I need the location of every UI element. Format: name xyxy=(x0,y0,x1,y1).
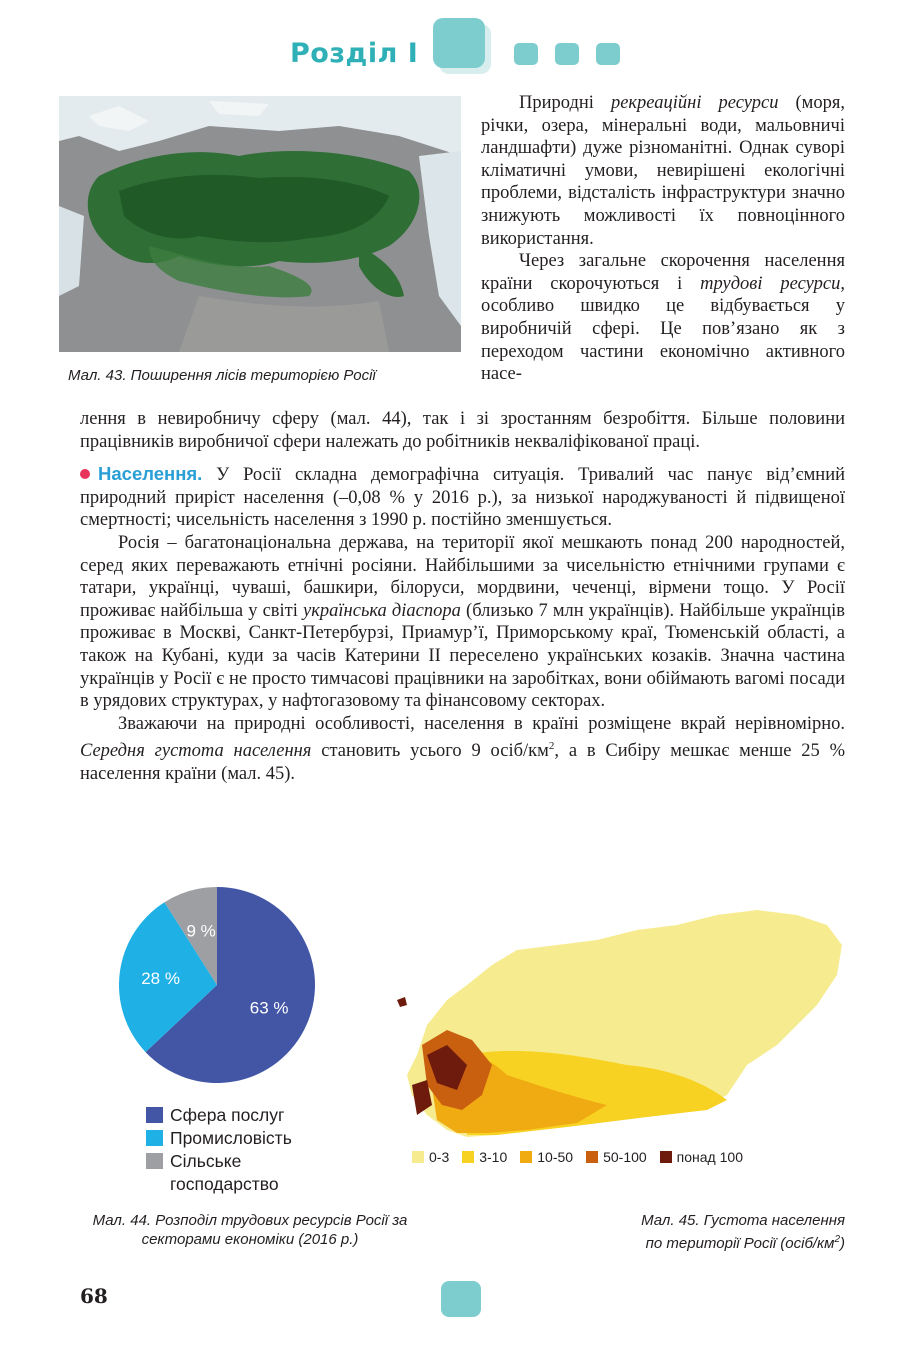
fig43-caption: Мал. 43. Поширення лісів територією Росії xyxy=(68,367,376,384)
header-decor-dot xyxy=(514,43,538,65)
pie-legend-item xyxy=(146,1127,292,1150)
density-legend-item xyxy=(462,1149,507,1165)
forest-map-image xyxy=(59,96,461,352)
density-map-image xyxy=(397,905,847,1145)
paragraph-density xyxy=(80,713,845,786)
full-width-text xyxy=(80,408,845,786)
text-run: по території Росії (осіб/км xyxy=(645,1235,835,1252)
fig45-caption-line: Мал. 45. Густота населення xyxy=(641,1212,845,1229)
superscript: 2 xyxy=(834,1234,840,1245)
density-legend-label: понад 100 xyxy=(676,1149,743,1165)
paragraph-nationalities xyxy=(80,532,845,713)
text-run: Зважаючи на природні особливості, населення в країні розміщене вкрай нерівномірно. xyxy=(118,713,845,734)
density-legend-label: 3-10 xyxy=(479,1149,508,1165)
text-run: ) xyxy=(840,1235,845,1252)
legend-swatch xyxy=(520,1151,532,1163)
pie-chart xyxy=(110,880,325,1090)
header-decor-dot xyxy=(596,43,620,65)
density-legend-item xyxy=(660,1149,743,1165)
pie-chart-svg xyxy=(110,880,325,1090)
text-run: (моря, річки, озера, мінеральні води, мальовничі ландшафти) дуже різноманітні. Однак суворі кліматичні умови, невирішені екологічні проблеми, відсталість інфраструктури значно знижують можливості їх повноцінного використання. xyxy=(481,93,845,249)
header-decor-square xyxy=(433,18,485,68)
legend-swatch xyxy=(146,1130,163,1146)
text-run: , особливо швидко це відбувається у виробничій сфері. Це пов’язано як з переходом частини економічно активного насе- xyxy=(481,273,845,385)
section-title: Розділ І xyxy=(290,38,419,69)
pie-slice-label: 9 % xyxy=(186,921,216,941)
pie-legend-label: Промисловість xyxy=(170,1128,292,1148)
pie-legend xyxy=(146,1104,292,1196)
pie-legend-label: Сільське господарство xyxy=(170,1151,279,1194)
text-run: Через загальне скорочення населення країни скорочуються і xyxy=(481,251,845,294)
pie-legend-item xyxy=(146,1150,292,1196)
fig45-caption xyxy=(560,1211,845,1253)
header-decor-dot xyxy=(555,43,579,65)
pie-slice-label: 28 % xyxy=(141,968,180,988)
density-legend-label: 50-100 xyxy=(603,1149,647,1165)
legend-swatch xyxy=(146,1107,163,1123)
text-run: (близько 7 млн українців). Найбільше українців проживає в Москві, Санкт-Петербурзі, Приамур’ї, Приморському краї, Тюменській області, а також на Кубані, куди за часів Катерини ІІ переселено українських козаків. Значна частина українців у Росії є не просто тимчасові працівники на заробітках, вони обіймають вагомі посади в урядових структурах, у нафтогазовому та фінансовому секторах. xyxy=(80,600,846,712)
legend-swatch xyxy=(412,1151,424,1163)
legend-swatch xyxy=(660,1151,672,1163)
bullet-dot-icon xyxy=(80,469,90,479)
subheading-population: Населення. xyxy=(98,463,203,485)
text-run: Природні xyxy=(519,93,611,113)
pie-slice-label: 63 % xyxy=(249,998,289,1018)
text-run: У Росії складна демографічна ситуація. Тривалий час панує від’ємний природний приріст населення (–0,08 % у 2016 р.), за низької народжуваності й підвищеної смертності; чисельність населення з 1990 р. постійно зменшується. xyxy=(80,465,845,531)
density-legend-item xyxy=(520,1149,573,1165)
pie-legend-label: Сфера послуг xyxy=(170,1105,285,1125)
fig44-caption: Мал. 44. Розподіл трудових ресурсів Росії за секторами економіки (2016 р.) xyxy=(92,1212,408,1248)
pie-legend-item xyxy=(146,1104,292,1127)
paragraph-labour-continued: лення в невиробничу сферу (мал. 44), так і зі зростанням безробіття. Більше половини працівників виробничої сфери належать до робітників некваліфікованої праці. xyxy=(80,409,845,452)
text-run: , а в Сибіру мешкає менше 25 % населення країни (мал. 45). xyxy=(80,741,845,785)
footer-decor-square xyxy=(441,1281,481,1317)
density-legend-label: 10-50 xyxy=(537,1149,574,1165)
density-legend-item xyxy=(412,1149,449,1165)
density-legend xyxy=(412,1149,756,1165)
superscript: 2 xyxy=(548,740,555,753)
right-column-text xyxy=(481,92,845,386)
legend-swatch xyxy=(462,1151,474,1163)
term-ukrainian-diaspora: українська діаспора xyxy=(303,600,461,621)
legend-swatch xyxy=(586,1151,598,1163)
paragraph-recreation xyxy=(481,92,845,250)
text-run: становить усього 9 осіб/км xyxy=(311,741,549,762)
text-run: Росія – багатонаціональна держава, на території якої мешкають понад 200 народностей, серед яких переважають етнічні росіяни. Найбільшими за чисельністю етнічними групами є татари, українці, чуваші, башкири, білоруси, мордвини, чеченці, вірмени тощо. У Росії проживає найбільша у світі xyxy=(80,532,845,621)
fig45-caption-line xyxy=(560,1230,845,1253)
term-average-density: Середня густота населення xyxy=(80,741,312,762)
density-legend-label: 0-3 xyxy=(429,1149,450,1165)
term-labour-resources: трудові ресурси xyxy=(700,273,841,294)
legend-swatch xyxy=(146,1153,163,1169)
density-legend-item xyxy=(586,1149,647,1165)
term-recreation-resources: рекреаційні ресурси xyxy=(610,93,779,113)
paragraph-labour xyxy=(481,250,845,386)
page-number: 68 xyxy=(80,1284,108,1308)
paragraph-population xyxy=(80,463,845,532)
